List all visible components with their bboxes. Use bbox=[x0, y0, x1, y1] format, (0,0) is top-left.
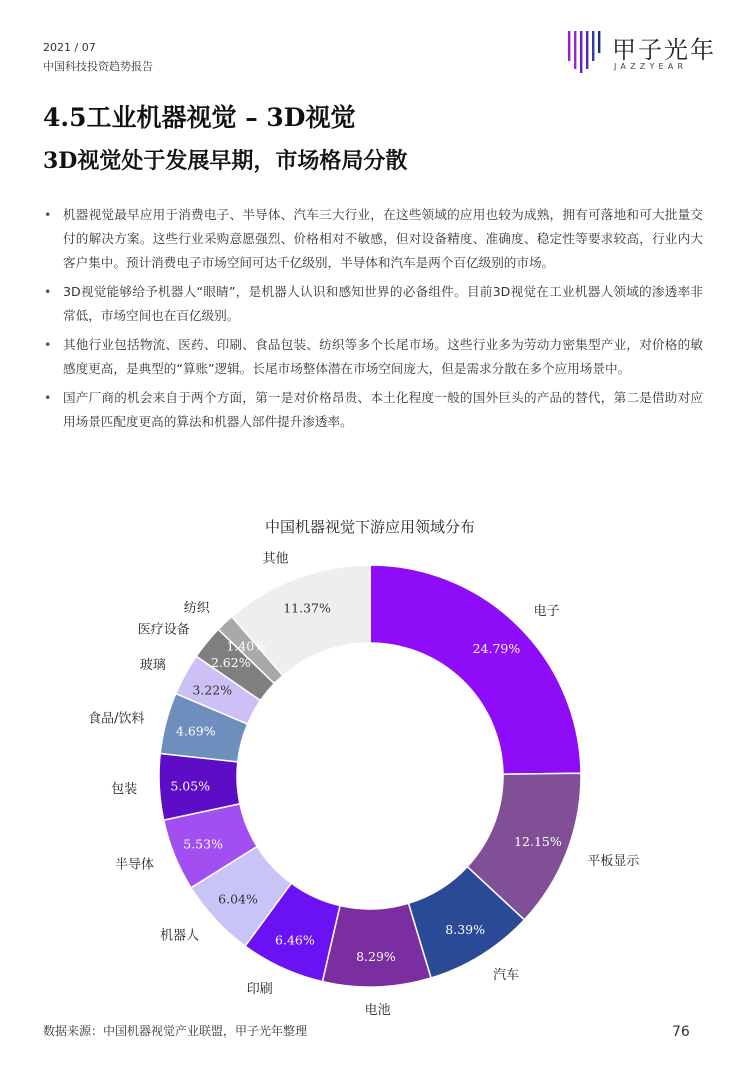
data-source: 数据来源：中国机器视觉产业联盟，甲子光年整理 bbox=[43, 1024, 308, 1038]
bullet-text: 机器视觉最早应用于消费电子、半导体、汽车三大行业，在这些领域的应用也较为成熟，拥有可落地和可大批量交付的解决方案。这些行业采购意愿强烈、价格相对不敏感，但对设备精度、准确度、稳定性等要求较高，行业内大客户集中。预计消费电子市场空间可达千亿级别，半导体和汽车是两个百亿级别的市场。 bbox=[63, 207, 703, 270]
donut-slice-0 bbox=[370, 565, 581, 774]
bullet-dot-icon: • bbox=[44, 207, 52, 222]
bullet-text: 3D视觉能够给予机器人“眼睛”，是机器人认识和感知世界的必备组件。目前3D视觉在工业机器人领域的渗透率非常低，市场空间也在百亿级别。 bbox=[63, 284, 703, 323]
donut-value-label: 6.04% bbox=[218, 891, 258, 907]
bullet-text: 国产厂商的机会来自于两个方面，第一是对价格昂贵、本土化程度一般的国外巨头的产品的替代，第二是借助对应用场景匹配度更高的算法和机器人部件提升渗透率。 bbox=[63, 390, 703, 429]
donut-value-label: 8.39% bbox=[445, 921, 486, 937]
donut-value-label: 5.05% bbox=[170, 778, 211, 794]
donut-category-label: 纺织 bbox=[183, 600, 210, 616]
bullet-dot-icon: • bbox=[44, 337, 52, 352]
report-name: 中国科技投资趋势报告 bbox=[43, 60, 153, 73]
bullet-text: 其他行业包括物流、医药、印刷、食品包装、纺织等多个长尾市场。这些行业多为劳动力密集型产业，对价格的敏感度更高，是典型的“算账”逻辑。长尾市场整体潜在市场空间庞大，但是需求分散在多个应用场景中。 bbox=[63, 337, 703, 376]
report-date: 2021 / 07 bbox=[43, 41, 96, 54]
donut-value-label: 6.46% bbox=[275, 932, 315, 948]
donut-category-label: 包装 bbox=[111, 782, 138, 798]
donut-category-label: 其他 bbox=[262, 551, 289, 567]
donut-category-label: 食品/饮料 bbox=[88, 711, 145, 727]
brand-name: 甲子光年 bbox=[612, 36, 716, 64]
donut-category-label: 汽车 bbox=[493, 967, 520, 983]
donut-value-label: 5.53% bbox=[183, 836, 223, 852]
donut-category-label: 半导体 bbox=[114, 857, 154, 873]
donut-value-label: 3.22% bbox=[192, 682, 233, 698]
donut-value-label: 12.15% bbox=[514, 833, 562, 849]
donut-value-label: 8.29% bbox=[356, 948, 396, 964]
donut-category-label: 机器人 bbox=[160, 928, 200, 944]
donut-value-label: 24.79% bbox=[472, 640, 521, 656]
brand-name-en: JAZZYEAR bbox=[614, 62, 688, 71]
donut-slices bbox=[159, 565, 581, 987]
chart-title: 中国机器视觉下游应用领域分布 bbox=[264, 518, 476, 536]
donut-value-label: 4.69% bbox=[175, 723, 216, 739]
donut-category-label: 医疗设备 bbox=[137, 622, 190, 638]
bullet-dot-icon: • bbox=[44, 390, 52, 405]
bullet-dot-icon: • bbox=[44, 284, 52, 299]
donut-category-label: 电池 bbox=[364, 1002, 391, 1018]
donut-category-label: 平板显示 bbox=[587, 853, 640, 869]
donut-value-label: 11.37% bbox=[283, 600, 331, 616]
donut-value-label: 1.40% bbox=[226, 638, 267, 654]
donut-value-label: 2.62% bbox=[210, 654, 251, 670]
page-title: 4.5工业机器视觉 – 3D视觉 bbox=[43, 103, 356, 132]
donut-category-label: 电子 bbox=[533, 604, 560, 620]
page-subtitle: 3D视觉处于发展早期，市场格局分散 bbox=[43, 148, 408, 174]
donut-category-label: 玻璃 bbox=[139, 657, 166, 673]
donut-category-label: 印刷 bbox=[246, 981, 273, 997]
page-number: 76 bbox=[672, 1024, 690, 1040]
